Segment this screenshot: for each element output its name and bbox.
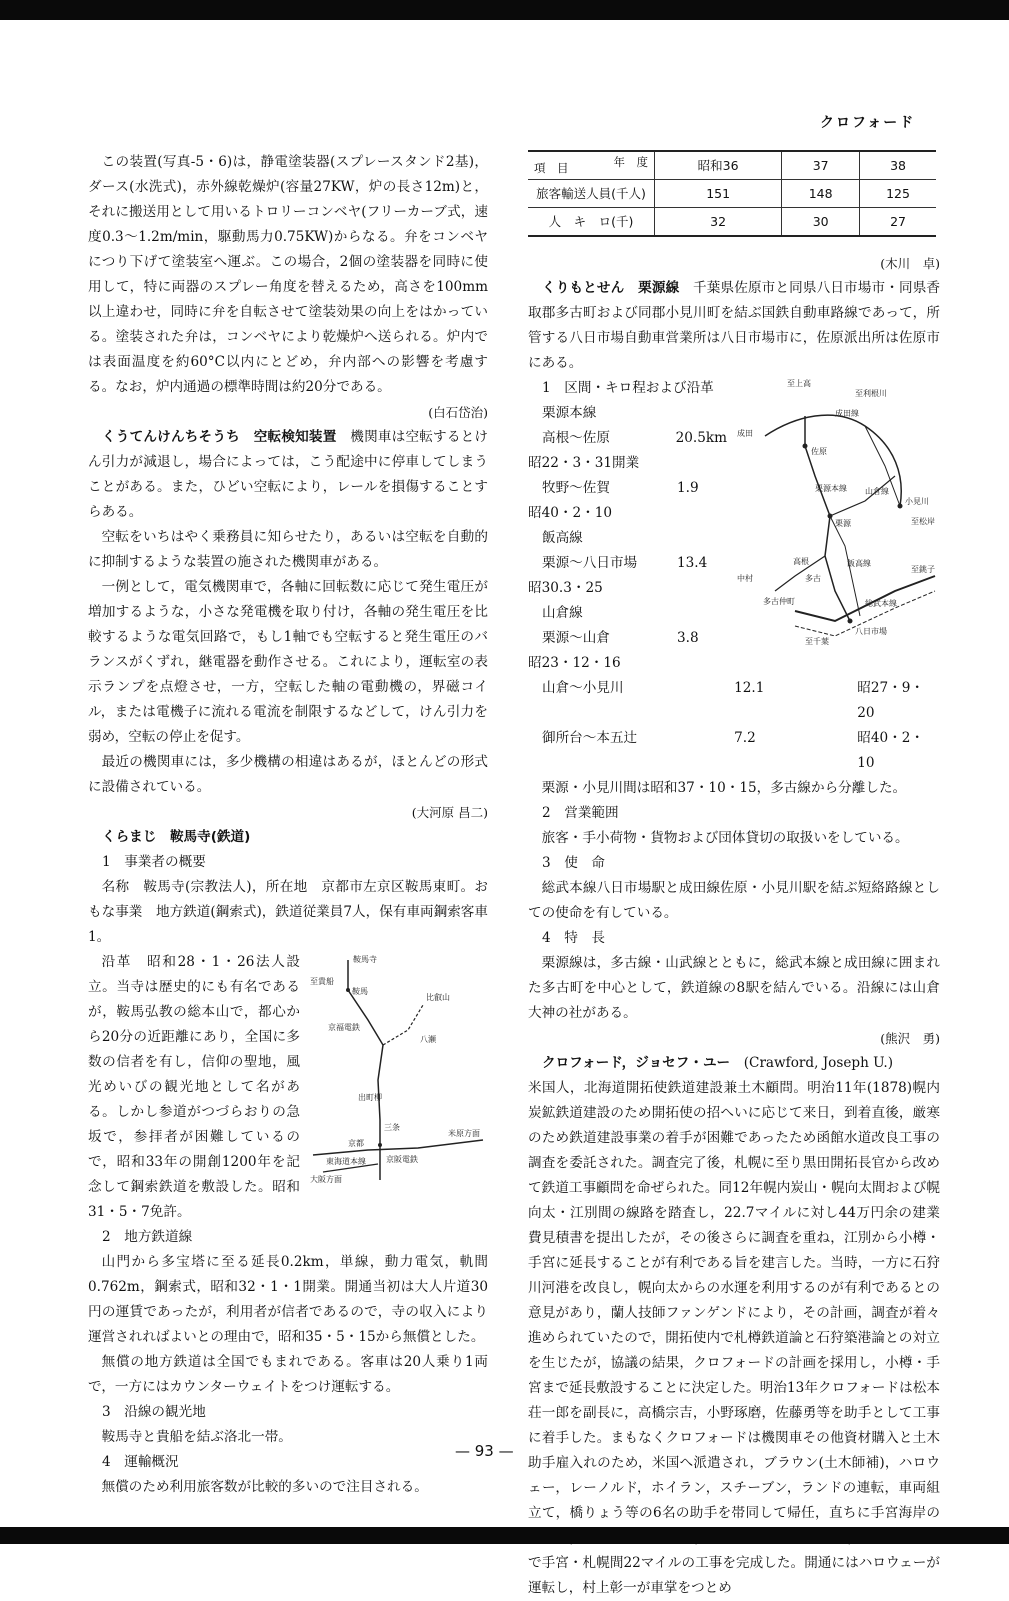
section-name: 山倉〜小見川 [542, 680, 624, 696]
map-label-eizan-railway: 京福電鉄 [328, 1023, 360, 1032]
map-label-chiba: 至千葉 [805, 637, 829, 646]
section-name: 御所台〜本五辻 [542, 730, 638, 746]
row-label: 旅客輸送人員(千人) [528, 180, 655, 208]
top-black-band [0, 0, 1009, 20]
author-signature: (木川 卓) [880, 256, 940, 271]
section-name: 高根〜佐原 [542, 430, 610, 446]
entry-heading-kana: くらまじ [102, 829, 157, 845]
section-date: 昭23・12・16 [528, 655, 621, 671]
year-header: 38 [860, 151, 936, 180]
table-corner-cell [528, 151, 655, 180]
paragraph: 一例として，電気機関車で，各軸に回転数に応じて発生電圧が増加するような，小さな発電機を取り付け，各軸の発生電圧を比較するような電気回路で，もし1軸でも空転すると発生電圧のバランスがくずれ，継電器を動作させる。これにより，運転室の表示ランプを点燈させ，一方，空転した軸の電動機の，界磁コイル，または電機子に流れる電流を制限するなどして，けん引力を弱め，空転の停止を促す。 [88, 579, 488, 745]
transport-stats-table [528, 150, 936, 237]
section-name: 牧野〜佐賀 [542, 480, 610, 496]
row-label: 人 キ ロ(千) [528, 208, 655, 237]
map-label-choshi: 至銚子 [911, 565, 935, 574]
map-label-kamitaka: 至上高 [787, 379, 811, 388]
map-label-takane: 高根 [793, 557, 809, 566]
paragraph: 沿革 昭和28・1・26法人設立。当寺は歴史的にも有名であるが，鞍馬弘教の総本山で，都心から20分の近距離にあり，全国に多数の信者を有し，信仰の聖地，風光めいびの観光地として名がある。しかし参道がつづらおりの急坂で，参拝者が困難しているので，昭和33年の開創1200年を記念して鋼索鉄道を敷設した。昭和31・5・7免許。 [88, 954, 300, 1220]
corner-year-label: 年 度 [613, 155, 648, 169]
running-head: クロフォード [820, 115, 916, 131]
table-cell: 30 [782, 208, 860, 237]
map-label-maibara-direction: 米原方面 [448, 1129, 480, 1138]
paragraph: 鞍馬寺と貴船を結ぶ洛北一帯。 [101, 1429, 292, 1445]
author-signature: (白石岱治) [428, 405, 488, 420]
map-label-kibune: 至貴船 [310, 977, 334, 986]
line-name: 栗源本線 [542, 405, 597, 421]
map-label-keihan: 京阪電鉄 [386, 1155, 418, 1164]
map-label-kurama-temple: 鞍馬寺 [353, 955, 377, 964]
section-heading: 2 地方鉄道線 [102, 1229, 193, 1245]
entry-text: 機関車は空転するとけん引力が減退し，場合によっては，こう配途中に停車してしまうことがある。また，ひどい空転により，レールを損傷することすらある。 [88, 429, 489, 520]
author-signature: (熊沢 勇) [880, 1031, 940, 1046]
section-km: 1.9 [677, 480, 699, 496]
section-date: 昭40・2・10 [857, 730, 924, 771]
map-label-sobu-line: 総武本線 [865, 599, 897, 608]
map-label-yase: 八瀬 [420, 1035, 436, 1044]
entry-paragraph [88, 425, 488, 525]
map-label-tako: 多古 [805, 574, 821, 583]
entry-heading-english: (Crawford, Joseph U.) [743, 1055, 893, 1071]
table-row [528, 208, 936, 237]
table-cell: 27 [860, 208, 936, 237]
section-km: 20.5km [675, 430, 727, 446]
section-row [528, 476, 727, 501]
table-cell: 151 [655, 180, 782, 208]
kurimoto-map-svg [735, 376, 940, 646]
paragraph: この装置(写真-5・6)は，静電塗装器(スプレースタンド2基)，ダース(水洗式)，赤外線乾燥炉(容量27KW，炉の長さ12m)と，それに搬送用として用いるトロリーコンベヤ(フリーカーブ式，速度0.3〜1.2m/min，駆動馬力0.75KW)からなる。弁をコンベヤにつり下げて塗装室へ運ぶ。この場合，2個の塗装器を同時に使用して，特に両器のスプレー角度を替えるため，高さを100mm以上違わせ，同時に弁を自転させて塗装効果の向上をはかっている。塗装された弁は，コンベヤにより乾燥炉へ送られる。炉内では表面温度を約60°C以内にとどめ，弁内部への影響を考慮する。なお，炉内通過の標準時間は約20分である。 [88, 154, 488, 395]
section-heading: 1 事業者の概要 [102, 854, 206, 870]
section-heading: 3 使 命 [542, 855, 606, 871]
map-label-tako-nakamachi: 多古仲町 [763, 597, 795, 606]
left-column [88, 150, 488, 1500]
map-label-omigawa: 小見川 [905, 497, 929, 506]
table-cell: 32 [655, 208, 782, 237]
entry-paragraph [528, 1051, 940, 1076]
section-date: 昭27・9・20 [857, 680, 924, 721]
entry-text: 千葉県佐原市と同県八日市場市・同県香取郡多古町および同郡小見川町を結ぶ国鉄自動車路線であって，所管する八日市場自動車営業所は八日市場市に，佐原派出所は佐原市にある。 [528, 280, 941, 371]
map-label-matsugishi: 至松岸 [911, 517, 935, 526]
map-label-osaka-direction: 大阪方面 [310, 1175, 342, 1184]
line-name: 山倉線 [542, 605, 583, 621]
section-heading: 2 営業範囲 [542, 805, 619, 821]
kurama-route-map [308, 950, 488, 1199]
map-label-tonegawa: 至利根川 [855, 389, 887, 398]
entry-heading-row [88, 825, 488, 850]
right-column [528, 150, 940, 1601]
section-date: 昭40・2・10 [528, 505, 613, 521]
kurimoto-route-map [735, 376, 940, 655]
paragraph: 最近の機関車には，多少機構の相違はあるが，ほとんどの形式に設備されている。 [88, 754, 488, 795]
entry-heading-kanji: 栗源線 [638, 280, 680, 296]
section-km: 12.1 [734, 680, 765, 696]
map-label-narita: 成田 [737, 429, 753, 438]
section-row [528, 551, 727, 576]
paragraph: 栗源線は，多古線・山武線とともに，総武本線と成田線に囲まれた多古町を中心として，鉄道線の8駅を結んでいる。沿線には山倉大神の社がある。 [528, 955, 940, 1021]
section-heading: 1 区間・キロ程および沿革 [542, 380, 714, 396]
paragraph: 無償のため利用旅客数が比較的多いので注目される。 [101, 1479, 428, 1495]
map-label-yokaichiba: 八日市場 [855, 627, 887, 636]
table-cell: 148 [782, 180, 860, 208]
entry-heading-kanji: 空転検知装置 [253, 429, 337, 445]
map-label-kyoto: 京都 [348, 1139, 364, 1148]
section-km: 7.2 [734, 730, 756, 746]
table-row [528, 180, 936, 208]
entry-paragraph [528, 276, 940, 376]
corner-item-label: 項 目 [534, 161, 569, 175]
section-heading: 3 沿線の観光地 [102, 1404, 206, 1420]
map-label-iidaka-line: 飯高線 [847, 559, 871, 568]
paragraph: 山門から多宝塔に至る延長0.2km，単線，動力電気，軌間0.762m，鋼索式，昭和32・1・1開業。開通当初は大人片道30円の運賃であったが，利用者が信者であるので，寺の収入により運営されればよいとの理由で，昭和35・5・15から無償とした。 [88, 1254, 488, 1345]
section-row [528, 626, 727, 651]
section-row [528, 676, 940, 726]
paragraph: 総武本線八日市場駅と成田線佐原・小見川駅を結ぶ短絡路線としての使命を有している。 [528, 880, 940, 921]
section-km: 13.4 [677, 555, 708, 571]
section-date: 昭22・3・31開業 [528, 455, 640, 471]
paragraph: 名称 鞍馬寺(宗教法人)，所在地 京都市左京区鞍馬東町。おもな事業 地方鉄道(鋼索式)，鉄道従業員7人，保有車両鋼索客車1。 [88, 879, 488, 945]
section-name: 栗源〜八日市場 [542, 555, 638, 571]
paragraph: 米国人，北海道開拓使鉄道建設兼土木顧問。明治11年(1878)幌内炭鉱鉄道建設のため開拓使の招へいに応じて来日，到着直後，厳寒のため鉄道建設事業の着手が困難であったため函館水道改良工事の調査を委託された。調査完了後，札幌に至り黒田開拓長官から改めて鉄道工事顧問を命ぜられた。同12年幌内炭山・幌向太間および幌向太・江別間の線路を踏査し，22.7マイルに対し44万円余の建業費見積書を提出したが，その後さらに調査を重ね，江別から小樽・手宮に延長することが有利である旨を建言した。当時，一方に石狩川河港を改良し，幌向太からの水運を利用するのが有利であるとの意見があり，蘭人技師ファンゲンドにより，その計画，調査が着々進められていたので，開拓使内で札樽鉄道論と石狩築港論との対立を生じたが，協議の結果，クロフォードの計画を採用し，小樽・手宮まで延長敷設することに決定した。明治13年クロフォードは松本荘一郎を副長に，高橋宗吉，小野琢磨，佐藤勇等を助手として工事に着手した。まもなくクロフォードは機関車その他資材購入と土木助手雇入れのため，米国へ派遣され，ブラウン(土木師補)，ハロウェー，レーノルド，ホイラン，スチーブン，ランドの連転，車両組立て，橋りょう等の6名の助手を帯同して帰任，直ちに手宮海岸の で手宮・札幌間22マイルの工事を完成した。開通にはハロウェーが運転し，村上彰一が車掌をつとめ [528, 1080, 940, 1596]
bottom-black-band [0, 1527, 1009, 1544]
section-row [528, 426, 727, 451]
kurama-map-svg [308, 950, 488, 1190]
section-date: 昭30.3・25 [528, 580, 603, 596]
table-cell: 125 [860, 180, 936, 208]
year-header: 昭和36 [655, 151, 782, 180]
section-heading: 4 運輸概況 [102, 1454, 179, 1470]
author-signature: (大河原 昌二) [411, 805, 488, 820]
entry-heading-kana: くうてんけんちそうち [102, 429, 240, 445]
year-header: 37 [782, 151, 860, 180]
entry-heading-kanji: 鞍馬寺(鉄道) [169, 829, 251, 845]
map-label-sanjo: 三条 [384, 1123, 400, 1132]
entry-heading-kana: クロフォード，ジョセフ・ユー [542, 1055, 731, 1071]
map-label-kurimoto-main: 栗源本線 [815, 484, 847, 493]
section-heading: 4 特 長 [542, 930, 606, 946]
paragraph: 旅客・手小荷物・貨物および団体貸切の取扱いをしている。 [541, 830, 909, 846]
map-label-mt-hiei: 比叡山 [426, 993, 450, 1002]
map-label-narita-line: 成田線 [835, 409, 859, 418]
page-number: — 93 — [455, 1442, 514, 1460]
line-name: 飯高線 [542, 530, 583, 546]
section-row [528, 726, 940, 776]
paragraph: 空転をいちはやく乗務員に知らせたり，あるいは空転を自動的に抑制するような装置の施された機関車がある。 [88, 529, 488, 570]
section-km: 3.8 [677, 630, 699, 646]
table-header-row [528, 151, 936, 180]
map-label-nakamura: 中村 [737, 574, 753, 583]
map-label-tokaido-line: 東海道本線 [326, 1157, 366, 1166]
entry-heading-kana: くりもとせん [542, 280, 625, 296]
map-label-kurimoto: 栗源 [835, 519, 851, 528]
paragraph: 無償の地方鉄道は全国でもまれである。客車は20人乗り1両で，一方にはカウンターウェイトをつけ運転する。 [88, 1354, 488, 1395]
paragraph: 栗源・小見川間は昭和37・10・15，多古線から分離した。 [541, 780, 907, 796]
map-label-sawara: 佐原 [811, 447, 827, 456]
map-label-yamakura-line: 山倉線 [865, 487, 889, 496]
map-label-kurama-station: 鞍馬 [352, 987, 368, 996]
map-label-demachiyanagi: 出町柳 [358, 1093, 382, 1102]
section-name: 栗源〜山倉 [542, 630, 610, 646]
